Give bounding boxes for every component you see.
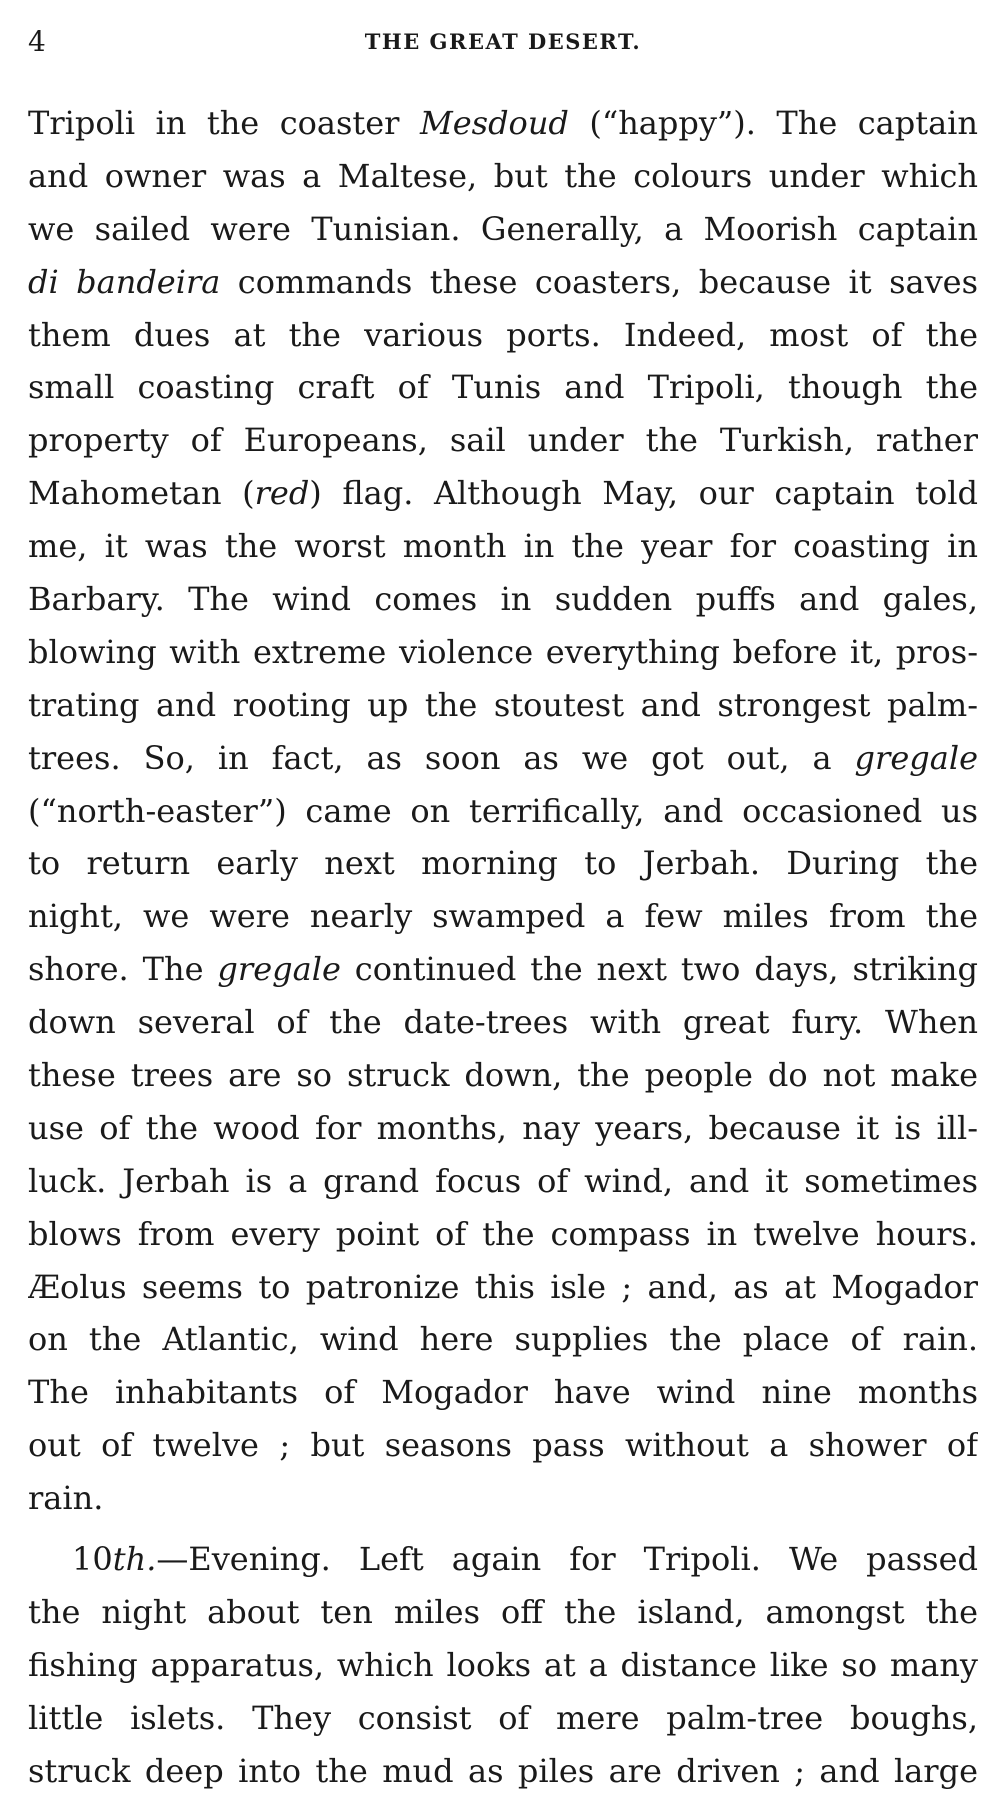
text-line [28,203,978,256]
text-run: —Evening. Left again for Tripoli. We passed [156,1540,978,1579]
text-run: on the Atlantic, wind here supplies the place of rain. [28,1320,978,1359]
running-title: THE GREAT DESERT. [364,29,642,54]
paragraph [28,97,978,1525]
text-run: trating and rooting up the stoutest and strongest palm- [28,685,978,724]
text-run: rain. [28,1479,104,1518]
text-line [28,1419,978,1472]
text-line [28,467,978,520]
text-line [28,1745,978,1798]
text-line [28,732,978,785]
text-run: The inhabitants of Mogador have wind nine months [28,1373,978,1412]
text-line [28,1049,978,1102]
paragraph-gap [28,1525,978,1533]
text-run: 10 [72,1540,113,1579]
text-line [28,414,978,467]
body-text [28,97,978,1798]
text-line [28,97,978,150]
italic-text: gregale [854,738,978,777]
text-run: (“happy”). The captain [568,104,978,142]
text-run: out of twelve ; but seasons pass without a shower of [28,1426,978,1465]
text-line [28,996,978,1049]
text-run: small coasting craft of Tunis and Tripoli, though the [28,368,978,407]
text-line [28,1472,978,1525]
text-line [28,1313,978,1366]
text-line [28,943,978,996]
text-line [28,679,978,732]
text-run: to return early next morning to Jerbah. During the [28,844,978,883]
text-run: and owner was a Maltese, but the colours under which [28,156,978,195]
text-line [28,890,978,943]
text-run: struck deep into the mud as piles are driven ; and large [28,1751,978,1790]
text-run: shore. The [28,950,218,989]
text-line [28,1692,978,1745]
text-run: fishing apparatus, which looks at a distance like so many [28,1645,978,1684]
text-line [28,1102,978,1155]
text-run: little islets. They consist of mere palm-tree boughs, [28,1698,978,1737]
italic-text: gregale [217,950,341,989]
text-run: (“north-easter”) came on terrifically, and occasioned us [28,791,978,830]
running-head [28,22,978,62]
text-run: property of Europeans, sail under the Turkish, rather [28,421,978,460]
text-line [28,520,978,573]
text-line [28,1261,978,1314]
italic-text: red [254,474,310,513]
text-run: the night about ten miles off the island, amongst the [28,1592,978,1631]
text-run: them dues at the various ports. Indeed, most of the [28,315,978,354]
text-run: use of the wood for months, nay years, because it is ill- [28,1108,978,1147]
text-run: luck. Jerbah is a grand focus of wind, and it sometimes [28,1161,978,1200]
text-line [28,361,978,414]
text-line [28,1586,978,1639]
text-line [28,626,978,679]
paragraph [28,1533,978,1797]
text-run: continued the next two days, striking [340,950,978,989]
text-line [28,785,978,838]
text-run: we sailed were Tunisian. Generally, a Moorish captain [28,209,978,248]
text-line [28,1533,978,1586]
italic-text: Mesdoud [419,104,569,142]
italic-text: th. [112,1540,157,1579]
text-run: Æolus seems to patronize this isle ; and, as at Mogador [28,1267,978,1306]
text-run: down several of the date-trees with great fury. When [28,1003,978,1042]
italic-text: di bandeira [28,262,221,301]
text-line [28,309,978,362]
text-run: ) flag. Although May, our captain told [309,474,978,513]
text-line [28,1639,978,1692]
text-line [28,837,978,890]
text-run: Mahometan ( [28,474,255,513]
text-run: these trees are so struck down, the people do not make [28,1056,978,1095]
page-number: 4 [28,25,46,58]
text-line [28,573,978,626]
text-line [28,150,978,203]
text-line [28,1208,978,1261]
text-line [28,256,978,309]
text-line [28,1155,978,1208]
text-run: blowing with extreme violence everything before it, pros- [28,632,978,671]
text-run: night, we were nearly swamped a few miles from the [28,897,978,936]
text-run: trees. So, in fact, as soon as we got out, a [28,738,855,777]
text-run: Tripoli in the coaster [28,104,420,142]
text-run: me, it was the worst month in the year for coasting in [28,527,978,566]
text-run: blows from every point of the compass in twelve hours. [28,1214,978,1253]
text-line [28,1366,978,1419]
text-run: Barbary. The wind comes in sudden puffs and gales, [28,580,978,619]
text-run: commands these coasters, because it saves [220,262,978,301]
